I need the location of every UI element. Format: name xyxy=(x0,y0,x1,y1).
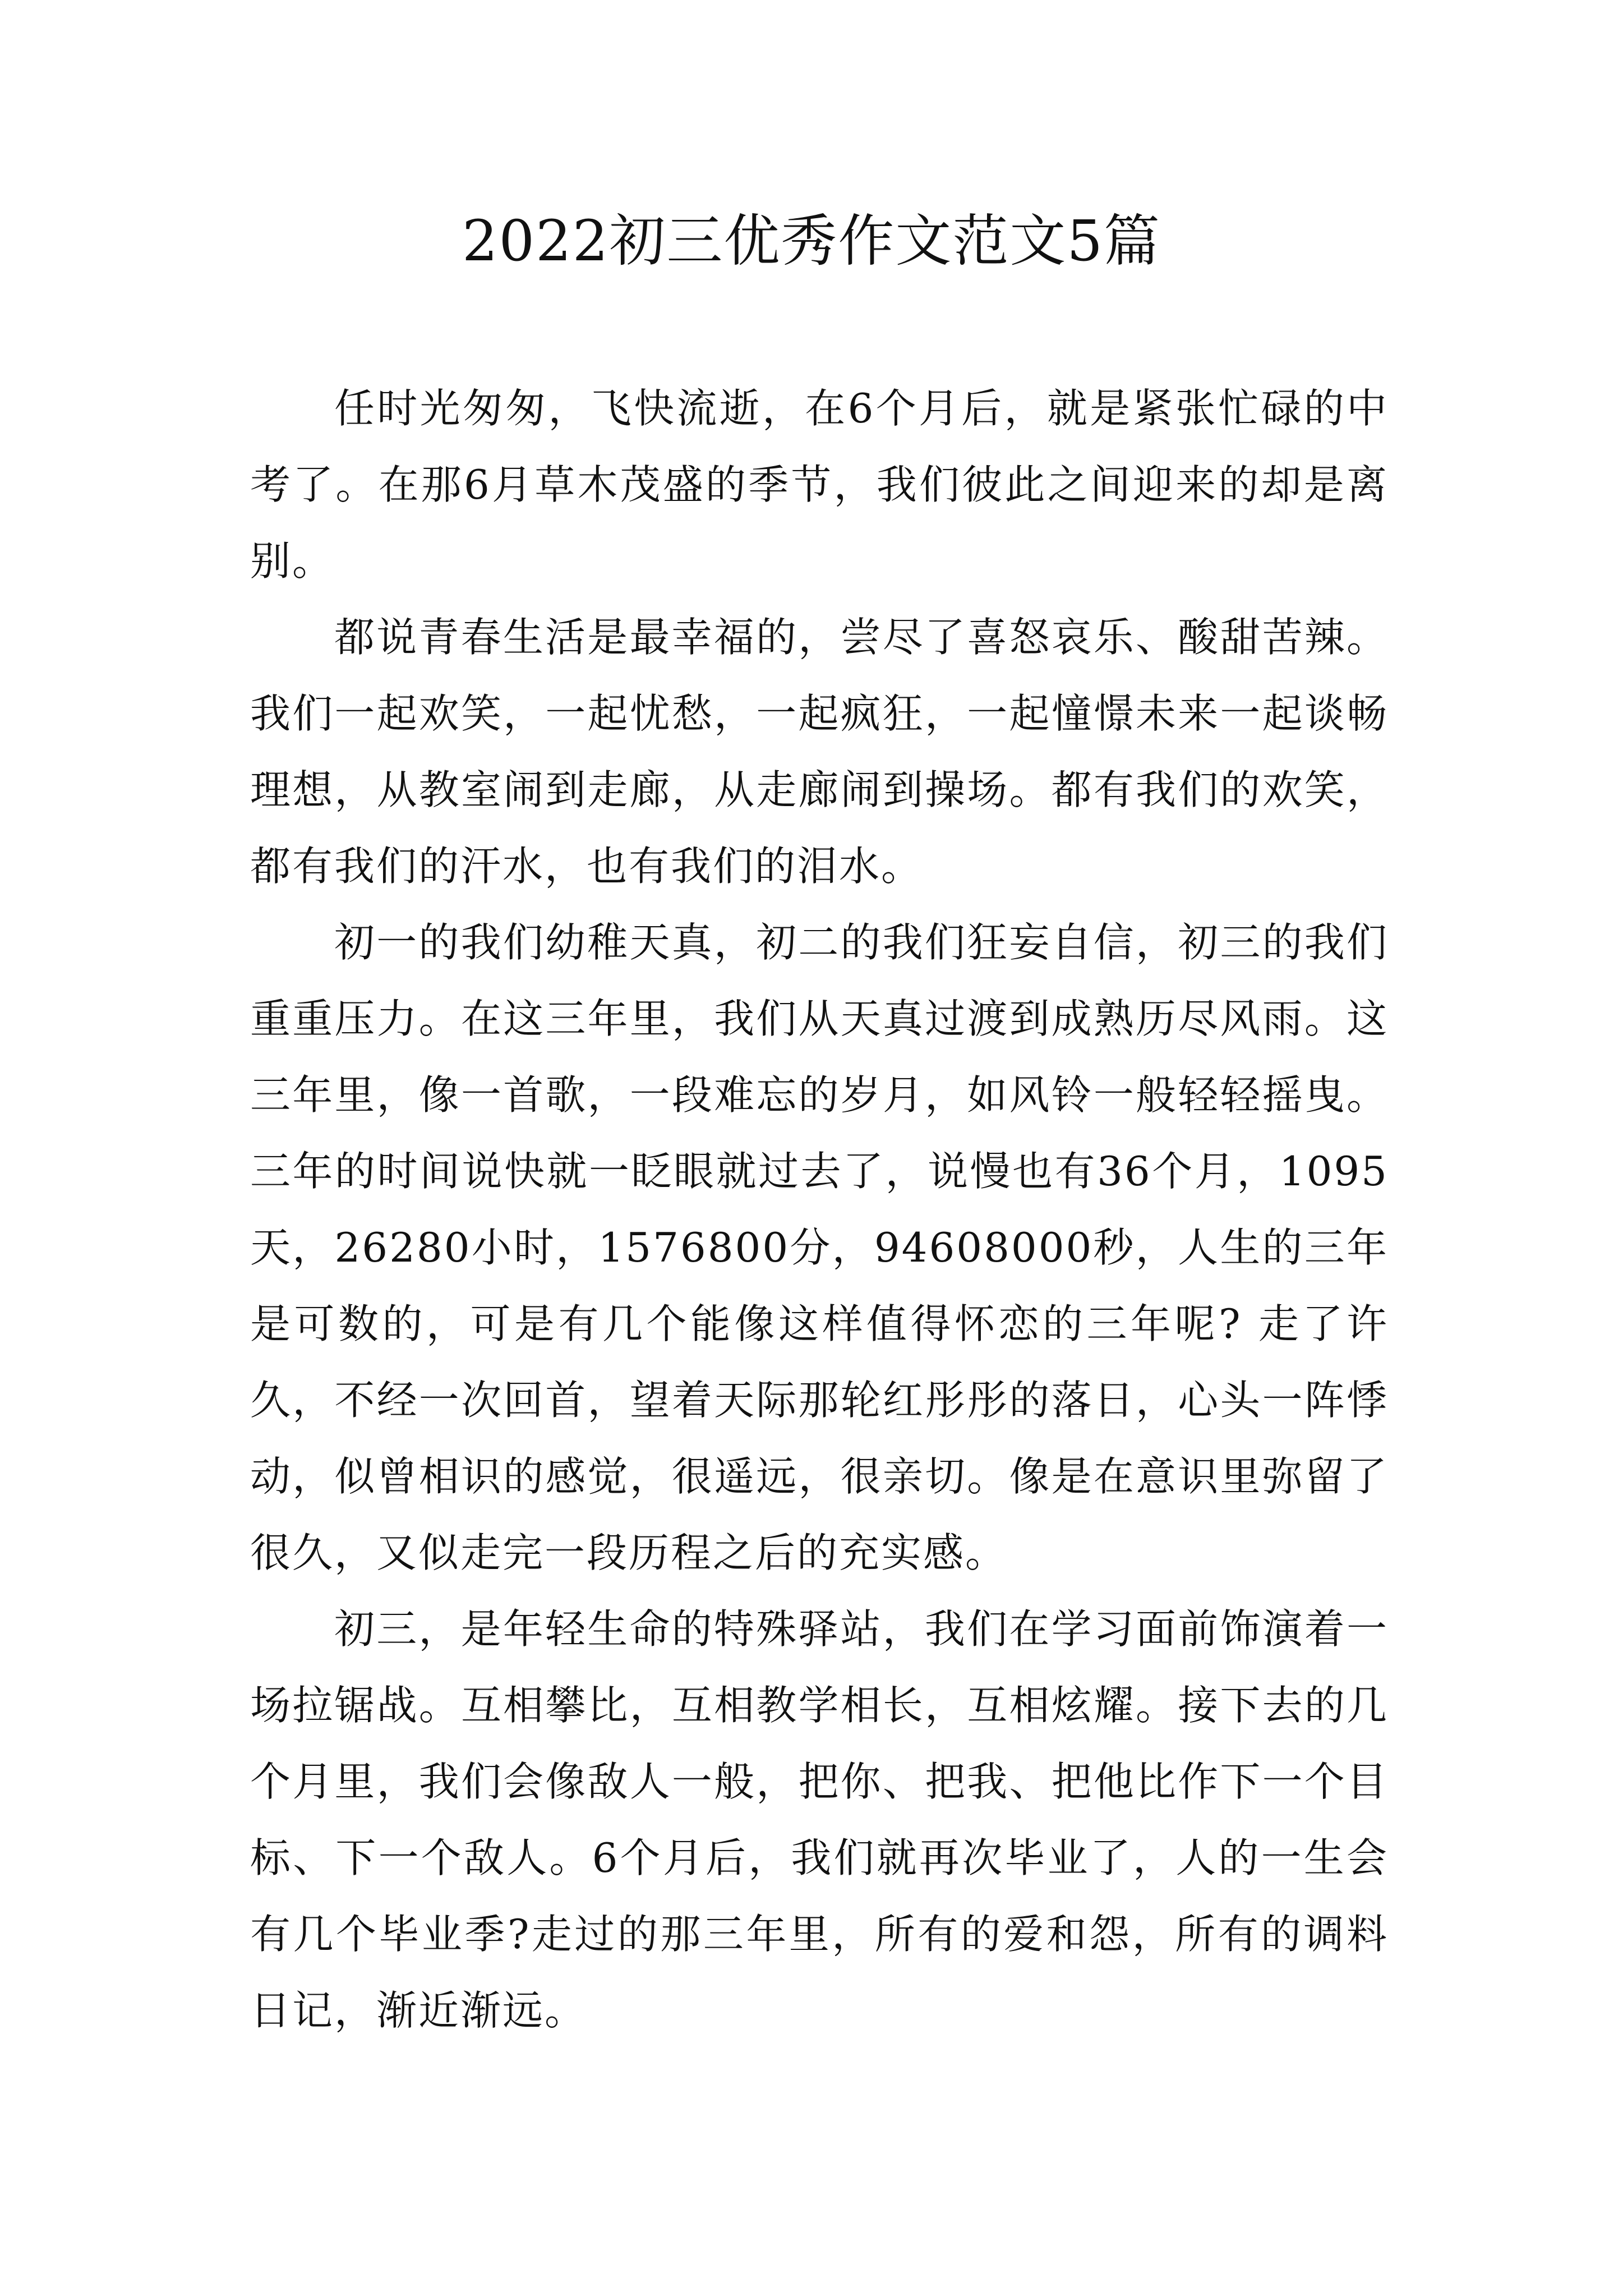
paragraph: 初三，是年轻生命的特殊驿站，我们在学习面前饰演着一场拉锯战。互相攀比，互相教学相长，互相炫耀。接下去的几个月里，我们会像敌人一般，把你、把我、把他比作下一个目标、下一个敌人。6个月后，我们就再次毕业了，人的一生会有几个毕业季?走过的那三年里，所有的爱和怨，所有的调料日记，渐近渐远。 xyxy=(250,1605,1389,2034)
paragraph: 都说青春生活是最幸福的，尝尽了喜怒哀乐、酸甜苦辣。我们一起欢笑，一起忧愁，一起疯狂，一起憧憬未来一起谈畅理想，从教室闹到走廊，从走廊闹到操场。都有我们的欢笑，都有我们的汗水，也有我们的泪水。 xyxy=(250,614,1389,890)
paragraph: 任时光匆匆，飞快流逝，在6个月后，就是紧张忙碌的中考了。在那6月草木茂盛的季节，我们彼此之间迎来的却是离别。 xyxy=(250,385,1389,585)
paragraph: 初一的我们幼稚天真，初二的我们狂妄自信，初三的我们重重压力。在这三年里，我们从天真过渡到成熟历尽风雨。这三年里，像一首歌，一段难忘的岁月，如风铃一般轻轻摇曳。三年的时间说快就一眨眼就过去了，说慢也有36个月，1095天，26280小时，1576800分，94608000秒，人生的三年是可数的，可是有几个能像这样值得怀恋的三年呢? 走了许久，不经一次回首，望着天际那轮红彤彤的落日，心头一阵悸动，似曾相识的感觉，很遥远，很亲切。像是在意识里弥留了很久，又似走完一段历程之后的充实感。 xyxy=(250,919,1389,1576)
document-title: 2022初三优秀作文范文5篇 xyxy=(462,208,1161,274)
document-body xyxy=(250,370,1389,2049)
